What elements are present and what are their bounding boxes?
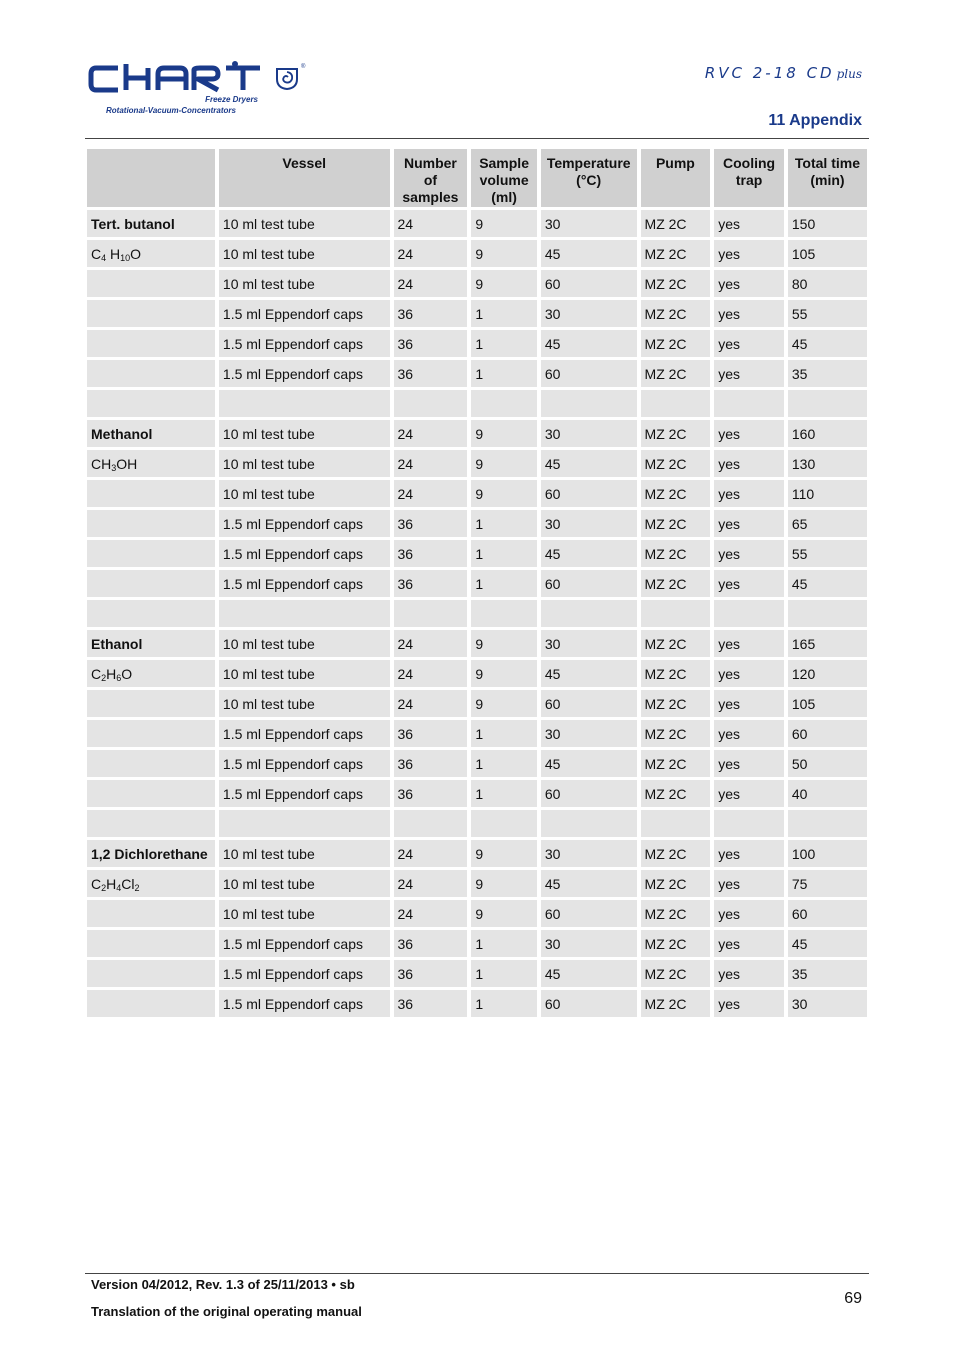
table-row (87, 540, 867, 567)
table-cell: MZ 2C (641, 780, 711, 807)
substance-formula (87, 240, 215, 267)
table-cell: 9 (471, 240, 537, 267)
formula-part: Cl (121, 875, 135, 892)
table-cell (87, 690, 215, 717)
table-row (87, 660, 867, 687)
table-cell: 75 (788, 870, 867, 897)
table-cell: 36 (394, 360, 468, 387)
footer-divider (85, 1273, 869, 1274)
logo-subtitle-freeze-dryers: Freeze Dryers (205, 95, 258, 104)
table-row (87, 510, 867, 537)
table-cell: 24 (394, 450, 468, 477)
table-row (87, 960, 867, 987)
table-cell: 36 (394, 570, 468, 597)
table-cell: 10 ml test tube (219, 420, 390, 447)
formula-part: 4 (116, 882, 122, 893)
table-cell: yes (714, 900, 784, 927)
column-header: Temperature (°C) (541, 149, 637, 207)
table-cell (87, 300, 215, 327)
table-cell: 40 (788, 780, 867, 807)
table-cell: yes (714, 660, 784, 687)
table-cell: 45 (541, 330, 637, 357)
footer-version: Version 04/2012, Rev. 1.3 of 25/11/2013 • sb (91, 1277, 355, 1292)
formula-part: 2 (101, 672, 107, 683)
substance-name: Ethanol (87, 630, 215, 657)
table-cell: 30 (541, 300, 637, 327)
table-cell: 105 (788, 690, 867, 717)
table-cell: MZ 2C (641, 240, 711, 267)
table-cell: 80 (788, 270, 867, 297)
substance-formula (87, 450, 215, 477)
table-cell: yes (714, 450, 784, 477)
table-cell: 1.5 ml Eppendorf caps (219, 570, 390, 597)
empty-cell (87, 390, 215, 417)
table-cell: 1 (471, 300, 537, 327)
table-row (87, 330, 867, 357)
table-cell (87, 270, 215, 297)
table-cell: 45 (541, 960, 637, 987)
table-cell: yes (714, 630, 784, 657)
table-cell: 9 (471, 660, 537, 687)
table-cell: yes (714, 210, 784, 237)
table-cell: 30 (541, 840, 637, 867)
table-cell: yes (714, 780, 784, 807)
table-cell: 36 (394, 780, 468, 807)
table-cell: 1 (471, 570, 537, 597)
table-cell: 24 (394, 420, 468, 447)
table-cell: MZ 2C (641, 870, 711, 897)
empty-cell (394, 390, 468, 417)
table-row (87, 240, 867, 267)
table-cell: 24 (394, 660, 468, 687)
substance-name: 1,2 Dichlorethane (87, 840, 215, 867)
table-cell: 45 (788, 930, 867, 957)
table-cell: MZ 2C (641, 330, 711, 357)
table-cell: yes (714, 930, 784, 957)
table-cell (87, 510, 215, 537)
table-cell (87, 360, 215, 387)
table-cell: 10 ml test tube (219, 240, 390, 267)
empty-cell (541, 390, 637, 417)
table-cell: 60 (541, 780, 637, 807)
table-cell: 30 (541, 930, 637, 957)
christ-logo-icon (88, 60, 268, 96)
empty-cell (219, 600, 390, 627)
table-cell: 10 ml test tube (219, 840, 390, 867)
table-row (87, 840, 867, 867)
table-cell: yes (714, 720, 784, 747)
table-cell: 36 (394, 750, 468, 777)
formula-part: H (106, 665, 117, 682)
table-cell: 24 (394, 210, 468, 237)
footer-translation: Translation of the original operating manual (91, 1304, 362, 1319)
formula-part: H (106, 245, 121, 262)
table-cell (87, 570, 215, 597)
section-title: 11 Appendix (768, 112, 862, 129)
empty-cell (641, 810, 711, 837)
table-cell: 24 (394, 870, 468, 897)
table-cell: yes (714, 240, 784, 267)
column-header: Pump (641, 149, 711, 207)
formula-part: C (91, 245, 102, 262)
table-cell: yes (714, 420, 784, 447)
table-cell: 1.5 ml Eppendorf caps (219, 960, 390, 987)
table-cell: MZ 2C (641, 690, 711, 717)
empty-cell (714, 810, 784, 837)
model-label: RVC 2-18 CD (704, 64, 835, 82)
table-cell: 60 (541, 270, 637, 297)
empty-cell (714, 600, 784, 627)
empty-cell (641, 600, 711, 627)
empty-cell (714, 390, 784, 417)
table-body (87, 210, 867, 1017)
table-cell: 10 ml test tube (219, 690, 390, 717)
table-cell: 9 (471, 690, 537, 717)
table-cell: 60 (541, 990, 637, 1017)
table-cell: 9 (471, 870, 537, 897)
table-row (87, 450, 867, 477)
table-cell: yes (714, 570, 784, 597)
formula-part: 10 (120, 252, 131, 263)
table-cell: 60 (788, 720, 867, 747)
page-number: 69 (844, 1290, 862, 1307)
table-cell: 120 (788, 660, 867, 687)
table-cell: MZ 2C (641, 720, 711, 747)
table-row (87, 690, 867, 717)
formula-part: O (130, 245, 142, 262)
table-cell: MZ 2C (641, 930, 711, 957)
table-cell: 1.5 ml Eppendorf caps (219, 990, 390, 1017)
table-cell: 1 (471, 960, 537, 987)
table-cell: 1 (471, 720, 537, 747)
table-cell: 30 (541, 210, 637, 237)
table-cell: 60 (541, 480, 637, 507)
empty-cell (541, 810, 637, 837)
table-cell: 30 (541, 720, 637, 747)
table-cell: MZ 2C (641, 660, 711, 687)
table-cell: MZ 2C (641, 990, 711, 1017)
table-cell: 36 (394, 720, 468, 747)
table-cell: 35 (788, 960, 867, 987)
table-cell: 105 (788, 240, 867, 267)
table-cell: MZ 2C (641, 210, 711, 237)
table-cell: yes (714, 480, 784, 507)
table-cell: 1.5 ml Eppendorf caps (219, 930, 390, 957)
table-row (87, 270, 867, 297)
substance-formula (87, 870, 215, 897)
column-header (87, 149, 215, 207)
table-cell: 24 (394, 630, 468, 657)
empty-cell (788, 390, 867, 417)
column-header: Number of samples (394, 149, 468, 207)
table-cell (87, 540, 215, 567)
empty-cell (541, 600, 637, 627)
formula-part: 4 (101, 252, 107, 263)
table-cell: 30 (541, 510, 637, 537)
table-cell: 9 (471, 210, 537, 237)
table-row (87, 870, 867, 897)
table-cell (87, 720, 215, 747)
empty-cell (471, 390, 537, 417)
spacer-row (87, 810, 867, 837)
table-cell: 1 (471, 510, 537, 537)
table-cell: 45 (541, 870, 637, 897)
table-cell: MZ 2C (641, 840, 711, 867)
table-cell: 1.5 ml Eppendorf caps (219, 780, 390, 807)
table-cell: 150 (788, 210, 867, 237)
header-divider (85, 138, 869, 139)
table-cell: 60 (541, 690, 637, 717)
column-header: Cooling trap (714, 149, 784, 207)
column-header: Sample volume (ml) (471, 149, 537, 207)
formula-part: CH (91, 455, 112, 472)
table-cell: 1 (471, 780, 537, 807)
table-cell: 36 (394, 330, 468, 357)
table-cell: 130 (788, 450, 867, 477)
table-cell: 10 ml test tube (219, 450, 390, 477)
table-cell: MZ 2C (641, 630, 711, 657)
table-cell: yes (714, 840, 784, 867)
table-cell: 36 (394, 300, 468, 327)
table-cell: 45 (541, 540, 637, 567)
table-cell: 10 ml test tube (219, 870, 390, 897)
empty-cell (219, 390, 390, 417)
table-cell: 9 (471, 450, 537, 477)
table-cell: 60 (541, 900, 637, 927)
table-cell: MZ 2C (641, 510, 711, 537)
table-cell: MZ 2C (641, 450, 711, 477)
table-cell: 45 (541, 240, 637, 267)
table-cell: yes (714, 510, 784, 537)
table-cell: 1.5 ml Eppendorf caps (219, 300, 390, 327)
empty-cell (641, 390, 711, 417)
table-cell: 160 (788, 420, 867, 447)
table-cell: 1.5 ml Eppendorf caps (219, 330, 390, 357)
table-cell: 36 (394, 540, 468, 567)
table-cell: 9 (471, 420, 537, 447)
table-cell: 55 (788, 540, 867, 567)
table-cell: yes (714, 270, 784, 297)
table-cell: MZ 2C (641, 960, 711, 987)
table-cell: 60 (541, 570, 637, 597)
empty-cell (471, 810, 537, 837)
table-row (87, 210, 867, 237)
table-cell: 30 (541, 630, 637, 657)
table-cell: MZ 2C (641, 270, 711, 297)
empty-cell (788, 600, 867, 627)
table-cell: 36 (394, 960, 468, 987)
table-row (87, 570, 867, 597)
table-cell: 30 (788, 990, 867, 1017)
empty-cell (87, 600, 215, 627)
table-row (87, 720, 867, 747)
table-cell: 10 ml test tube (219, 630, 390, 657)
table-cell: 9 (471, 270, 537, 297)
table-cell (87, 990, 215, 1017)
table-cell: 1 (471, 750, 537, 777)
formula-part: 3 (111, 462, 117, 473)
table-cell: yes (714, 870, 784, 897)
empty-cell (471, 600, 537, 627)
table-cell (87, 750, 215, 777)
substance-formula (87, 660, 215, 687)
table-cell: MZ 2C (641, 900, 711, 927)
table-cell: 1 (471, 930, 537, 957)
drying-times-table (83, 146, 871, 1020)
table-cell: 36 (394, 510, 468, 537)
empty-cell (394, 600, 468, 627)
table-cell: MZ 2C (641, 420, 711, 447)
formula-part: C (91, 875, 102, 892)
table-cell: 60 (788, 900, 867, 927)
table-cell: 1 (471, 360, 537, 387)
table-cell: yes (714, 540, 784, 567)
table-cell: 24 (394, 900, 468, 927)
table-cell: yes (714, 330, 784, 357)
table-cell: 1.5 ml Eppendorf caps (219, 540, 390, 567)
spacer-row (87, 600, 867, 627)
table-cell: yes (714, 750, 784, 777)
table-cell: 1 (471, 990, 537, 1017)
table-cell (87, 960, 215, 987)
table-cell: yes (714, 360, 784, 387)
table-row (87, 780, 867, 807)
formula-part: O (121, 665, 133, 682)
empty-cell (219, 810, 390, 837)
table-cell: yes (714, 690, 784, 717)
table-cell: 1.5 ml Eppendorf caps (219, 510, 390, 537)
table-cell: 30 (541, 420, 637, 447)
formula-part: 2 (101, 882, 107, 893)
formula-part: 2 (134, 882, 140, 893)
table-cell: 24 (394, 480, 468, 507)
table-cell: 9 (471, 630, 537, 657)
christ-logo (88, 60, 318, 120)
model-name (705, 64, 862, 82)
table-cell: MZ 2C (641, 750, 711, 777)
table-cell: 1 (471, 330, 537, 357)
table-cell: 36 (394, 930, 468, 957)
table-header-row (87, 149, 867, 207)
table-cell: 45 (541, 750, 637, 777)
table-row (87, 480, 867, 507)
formula-part: OH (116, 455, 138, 472)
table-cell: MZ 2C (641, 540, 711, 567)
empty-cell (788, 810, 867, 837)
table-cell: 50 (788, 750, 867, 777)
table-cell: 1.5 ml Eppendorf caps (219, 360, 390, 387)
spacer-row (87, 390, 867, 417)
table-cell (87, 480, 215, 507)
formula-part: 6 (116, 672, 122, 683)
table-cell: 100 (788, 840, 867, 867)
table-row (87, 930, 867, 957)
table-cell: 10 ml test tube (219, 660, 390, 687)
table-cell: 24 (394, 270, 468, 297)
table-cell: MZ 2C (641, 300, 711, 327)
table-cell: 60 (541, 360, 637, 387)
table-cell: 45 (541, 450, 637, 477)
table-cell: MZ 2C (641, 360, 711, 387)
table-cell: 10 ml test tube (219, 270, 390, 297)
table-row (87, 360, 867, 387)
table-cell (87, 900, 215, 927)
table-cell: 45 (788, 330, 867, 357)
table-cell: 9 (471, 840, 537, 867)
table-row (87, 750, 867, 777)
table-cell (87, 930, 215, 957)
table-cell: 165 (788, 630, 867, 657)
table-cell: 55 (788, 300, 867, 327)
table-cell: 45 (541, 660, 637, 687)
formula-part: H (106, 875, 117, 892)
table-cell: yes (714, 990, 784, 1017)
table-cell: MZ 2C (641, 480, 711, 507)
table-cell: MZ 2C (641, 570, 711, 597)
table-cell: 24 (394, 240, 468, 267)
table-row (87, 990, 867, 1017)
table-cell: 9 (471, 900, 537, 927)
table-cell: 24 (394, 690, 468, 717)
table-cell: yes (714, 960, 784, 987)
table-cell: 36 (394, 990, 468, 1017)
table-cell: 45 (788, 570, 867, 597)
christ-seal-icon (274, 65, 300, 91)
table-cell: 1.5 ml Eppendorf caps (219, 720, 390, 747)
empty-cell (394, 810, 468, 837)
table-cell: 65 (788, 510, 867, 537)
model-suffix: plus (836, 67, 862, 81)
table-row (87, 300, 867, 327)
table-cell: 10 ml test tube (219, 900, 390, 927)
formula-part: C (91, 665, 102, 682)
column-header: Vessel (219, 149, 390, 207)
table-cell (87, 330, 215, 357)
table-row (87, 900, 867, 927)
table-cell: 35 (788, 360, 867, 387)
table-cell: 10 ml test tube (219, 480, 390, 507)
table-cell: 1.5 ml Eppendorf caps (219, 750, 390, 777)
table-cell (87, 780, 215, 807)
table-cell: 110 (788, 480, 867, 507)
empty-cell (87, 810, 215, 837)
registered-mark: ® (301, 64, 306, 70)
table-cell: yes (714, 300, 784, 327)
table-cell: 1 (471, 540, 537, 567)
substance-name: Tert. butanol (87, 210, 215, 237)
table-cell: 9 (471, 480, 537, 507)
table-cell: 24 (394, 840, 468, 867)
column-header: Total time (min) (788, 149, 867, 207)
substance-name: Methanol (87, 420, 215, 447)
logo-subtitle-rvc: Rotational-Vacuum-Concentrators (106, 106, 236, 115)
table-cell: 10 ml test tube (219, 210, 390, 237)
table-row (87, 420, 867, 447)
table-row (87, 630, 867, 657)
